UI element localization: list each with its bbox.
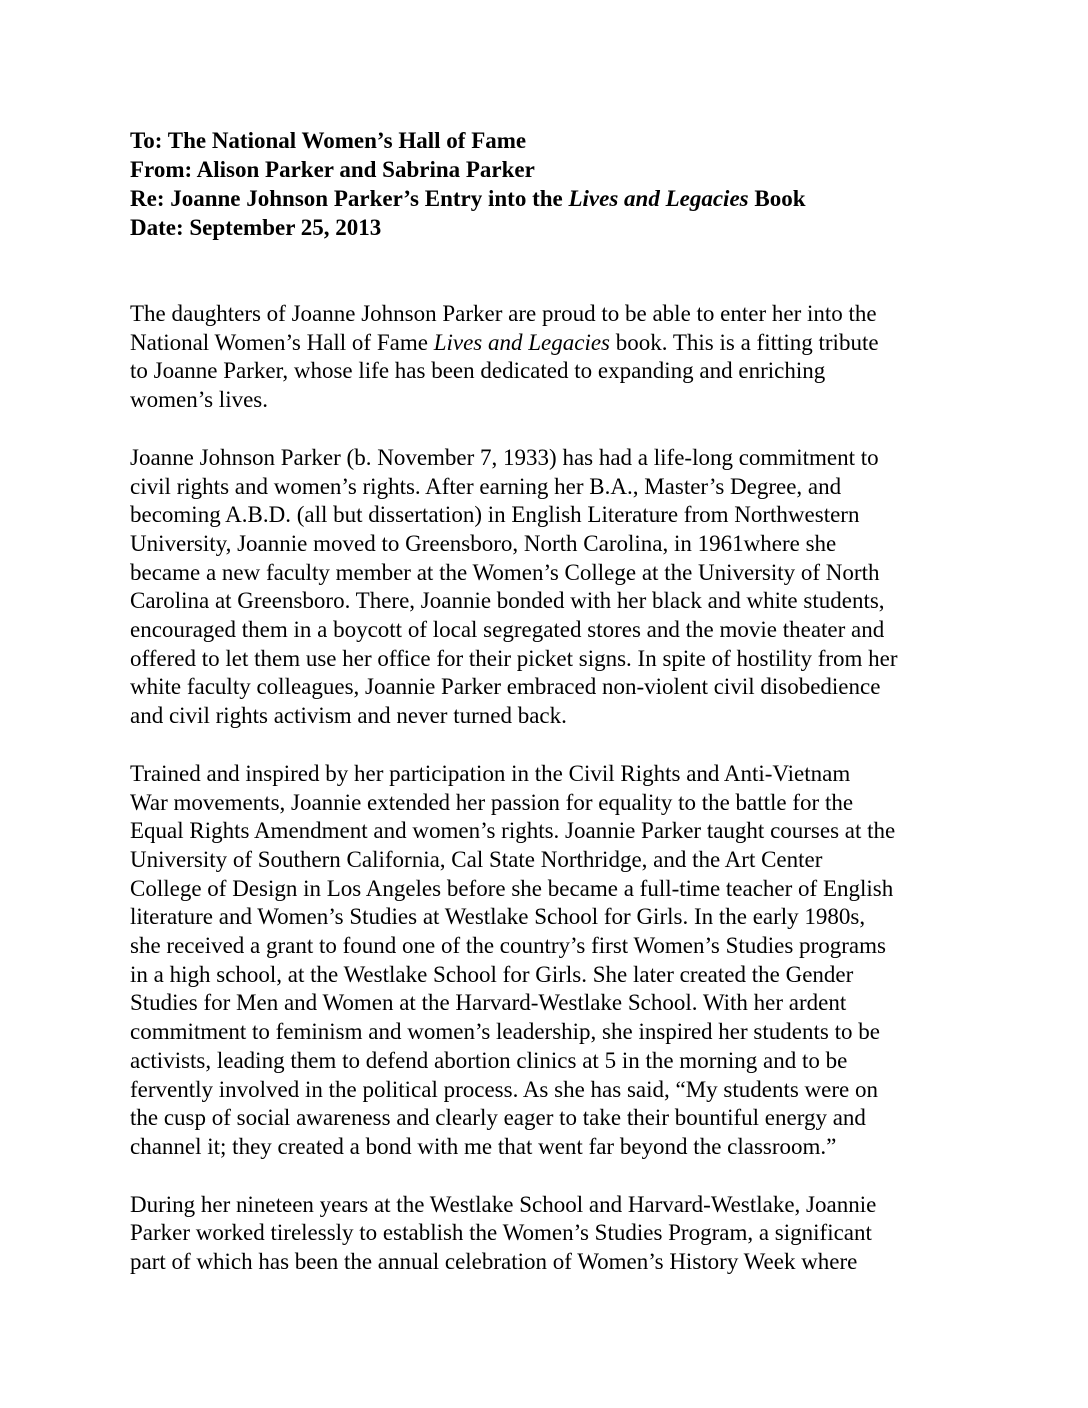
text-line: Parker worked tirelessly to establish the Women’s Studies Program, a significant bbox=[130, 1220, 872, 1246]
memo-re-line bbox=[130, 184, 990, 213]
text-line: The daughters of Joanne Johnson Parker are proud to be able to enter her into the bbox=[130, 301, 877, 326]
paragraph-intro bbox=[130, 300, 970, 415]
text-line: and civil rights activism and never turned back. bbox=[130, 703, 567, 729]
text-line: in a high school, at the Westlake School for Girls. She later created the Gender bbox=[130, 961, 854, 987]
paragraph-westlake bbox=[130, 1191, 970, 1277]
memo-to-line: To: The National Women’s Hall of Fame bbox=[130, 128, 527, 153]
text-line: Carolina at Greensboro. There, Joannie bonded with her black and white students, bbox=[130, 588, 885, 614]
text-line: University of Southern California, Cal State Northridge, and the Art Center bbox=[130, 846, 823, 872]
memo-header bbox=[130, 126, 990, 242]
memo-re-suffix: Book bbox=[748, 186, 806, 211]
text-line: white faculty colleagues, Joannie Parker embraced non-violent civil disobedience bbox=[130, 674, 881, 700]
text-line: civil rights and women’s rights. After earning her B.A., Master’s Degree, and bbox=[130, 473, 842, 499]
memo-re-prefix: Re: Joanne Johnson Parker’s Entry into the bbox=[130, 186, 569, 211]
text-line: Joanne Johnson Parker (b. November 7, 1933) has had a life-long commitment to bbox=[130, 444, 879, 470]
text-line: fervently involved in the political process. As she has said, “My students were on bbox=[130, 1076, 878, 1102]
text-line: the cusp of social awareness and clearly eager to take their bountiful energy and bbox=[130, 1105, 866, 1131]
text-line: part of which has been the annual celebration of Women’s History Week where bbox=[130, 1249, 858, 1275]
text-line: became a new faculty member at the Women’s College at the University of North bbox=[130, 559, 880, 585]
text-line: Trained and inspired by her participation in the Civil Rights and Anti-Vietnam bbox=[130, 760, 851, 786]
letter-body bbox=[130, 300, 970, 1306]
text-line: University, Joannie moved to Greensboro, North Carolina, in 1961where she bbox=[130, 530, 837, 556]
text-line: women’s lives. bbox=[130, 387, 268, 413]
memo-re-book-title: Lives and Legacies bbox=[568, 186, 749, 211]
text-line: channel it; they created a bond with me that went far beyond the classroom.” bbox=[130, 1133, 837, 1159]
paragraph-teaching bbox=[130, 760, 970, 1162]
text-span: National Women’s Hall of Fame bbox=[130, 329, 434, 355]
text-line: commitment to feminism and women’s leadership, she inspired her students to be bbox=[130, 1019, 880, 1045]
text-line: she received a grant to found one of the country’s first Women’s Studies programs bbox=[130, 933, 886, 959]
paragraph-biography bbox=[130, 444, 970, 731]
text-span: book. This is a fitting tribute bbox=[610, 329, 879, 355]
book-title: Lives and Legacies bbox=[433, 329, 611, 355]
text-line: Studies for Men and Women at the Harvard-Westlake School. With her ardent bbox=[130, 990, 847, 1016]
text-line: College of Design in Los Angeles before she became a full-time teacher of English bbox=[130, 875, 894, 901]
text-line: Equal Rights Amendment and women’s rights. Joannie Parker taught courses at the bbox=[130, 818, 896, 844]
text-line: activists, leading them to defend abortion clinics at 5 in the morning and to be bbox=[130, 1047, 848, 1073]
text-line: During her nineteen years at the Westlake School and Harvard-Westlake, Joannie bbox=[130, 1191, 877, 1217]
text-line bbox=[130, 329, 970, 358]
text-line: War movements, Joannie extended her passion for equality to the battle for the bbox=[130, 789, 854, 815]
memo-from-line: From: Alison Parker and Sabrina Parker bbox=[130, 157, 535, 182]
text-line: offered to let them use her office for their picket signs. In spite of hostility from her bbox=[130, 645, 898, 671]
text-line: to Joanne Parker, whose life has been dedicated to expanding and enriching bbox=[130, 358, 826, 384]
text-line: encouraged them in a boycott of local segregated stores and the movie theater and bbox=[130, 617, 885, 643]
text-line: literature and Women’s Studies at Westlake School for Girls. In the early 1980s, bbox=[130, 904, 866, 930]
memo-date-line: Date: September 25, 2013 bbox=[130, 215, 382, 240]
text-line: becoming A.B.D. (all but dissertation) in English Literature from Northwestern bbox=[130, 502, 860, 528]
